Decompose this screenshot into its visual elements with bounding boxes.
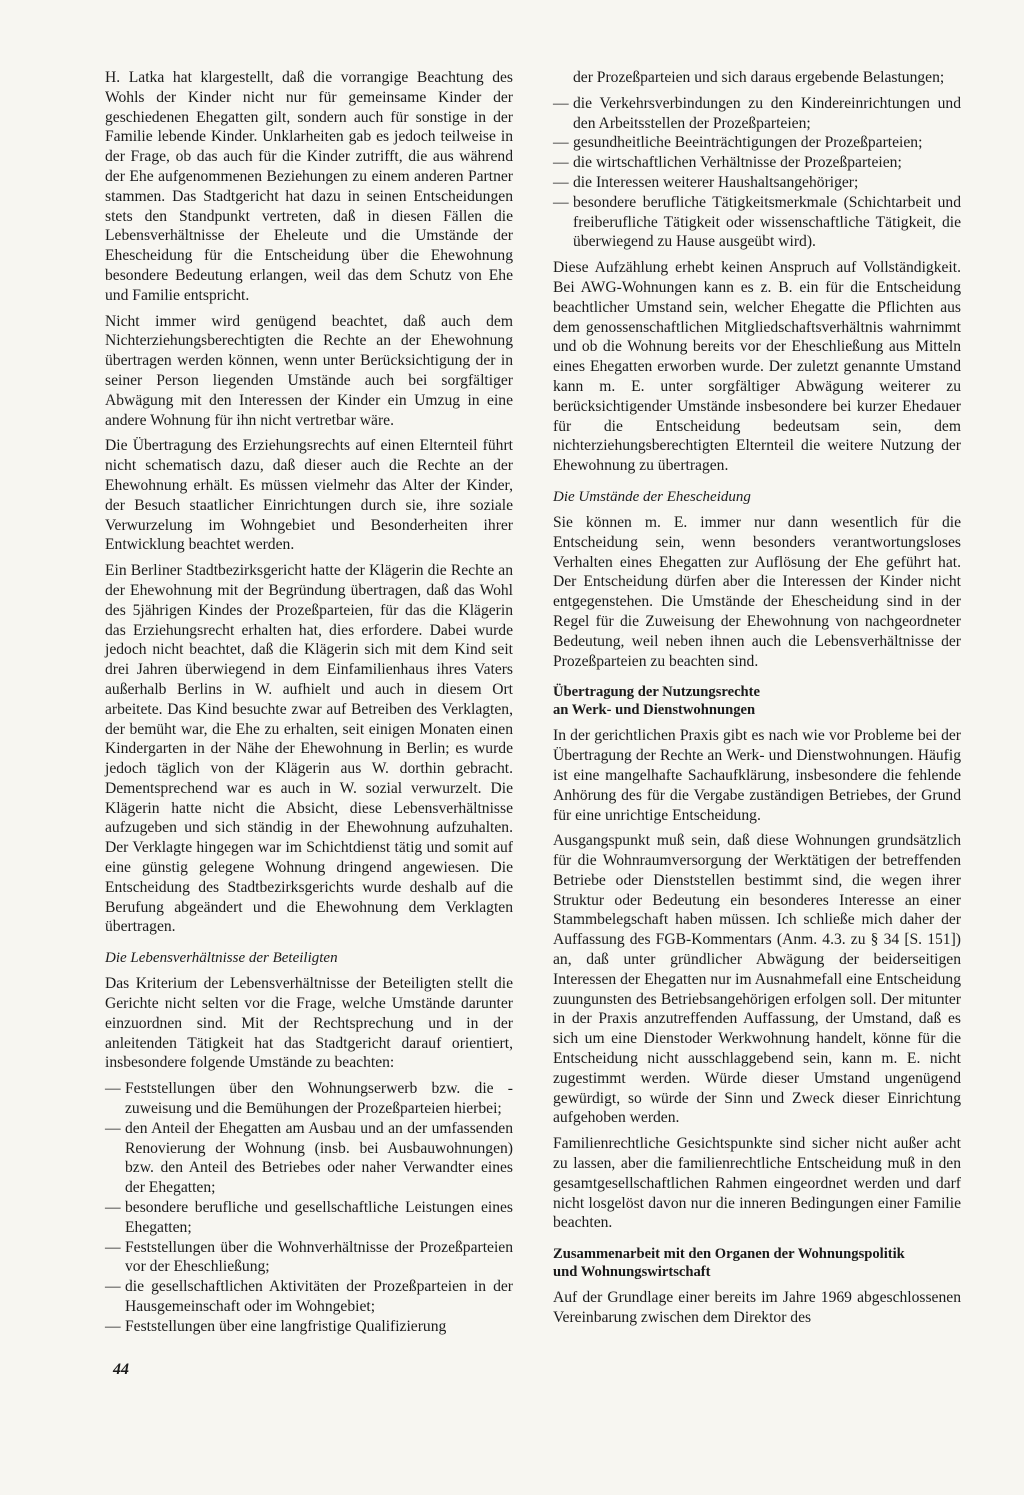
heading-line: Übertragung der Nutzungsrechte bbox=[553, 684, 760, 701]
paragraph: Nicht immer wird genügend beachtet, daß auch dem Nichterziehungsberechtigten die Rechte an der Ehewohnung übertragen werden können, wenn unter Berücksichtigung der in seiner Person liegenden Umstände auch bei sorgfältiger Abwägung mit den Interessen der Kinder ein Umzug in eine andere Wohnung für ihn nicht vertretbar wäre. bbox=[105, 312, 513, 429]
list-item: — besondere berufliche Tätigkeitsmerkmale (Schichtarbeit und freiberufliche Tätigkeit oder wissenschaftliche Tätigkeit, die überwiegend zu Hause ausgeübt wird). bbox=[553, 193, 961, 252]
page-number: 44 bbox=[113, 1361, 129, 1378]
paragraph: Auf der Grundlage einer bereits im Jahre 1969 abgeschlossenen Vereinbarung zwischen dem Direktor des bbox=[553, 1289, 961, 1327]
criteria-list-continued bbox=[553, 94, 961, 252]
paragraph: In der gerichtlichen Praxis gibt es nach wie vor Probleme bei der Übertragung der Rechte an Werk- und Dienstwohnungen. Häufig ist eine mangelhafte Sachaufklärung, insbesondere die fehlende Anhörung des für die Vergabe zuständigen Betriebes, der Grund für eine unrichtige Entscheidung. bbox=[553, 727, 961, 824]
section-heading-bold bbox=[553, 1245, 961, 1281]
list-item: — die Verkehrsverbindungen zu den Kindereinrichtungen und den Arbeitsstellen der Prozeßparteien; bbox=[553, 94, 961, 134]
left-column bbox=[105, 68, 513, 1343]
heading-line: an Werk- und Dienstwohnungen bbox=[553, 702, 756, 719]
heading-line: und Wohnungswirtschaft bbox=[553, 1264, 711, 1281]
list-item: — die wirtschaftlichen Verhältnisse der Prozeßparteien; bbox=[553, 153, 961, 173]
list-continuation: der Prozeßparteien und sich daraus ergebende Belastungen; bbox=[573, 69, 945, 86]
paragraph: H. Latka hat klargestellt, daß die vorrangige Beachtung des Wohls der Kinder nicht nur für gemeinsame Kinder der geschiedenen Ehegatten gilt, sondern auch für sonstige in der Familie lebende Kinder. Unklarheiten gab es jedoch teilweise in der Frage, ob das auch für die Kinder zutrifft, die aus während der Ehe aufgenommenen Beziehungen zu einem anderen Partner stammen. Das Stadtgericht hat dazu in seinen Entscheidungen stets den Standpunkt vertreten, daß in diesen Fällen die Lebensverhältnisse der Eheleute und die Umstände der Ehescheidung für die Entscheidung über die Ehewohnung besondere Bedeutung erlangen, weil das dem Schutz von Ehe und Familie entspricht. bbox=[105, 69, 513, 304]
list-item: — Feststellungen über den Wohnungserwerb bzw. die -zuweisung und die Bemühungen der Prozeßparteien hierbei; bbox=[105, 1079, 513, 1119]
list-item: — gesundheitliche Beeinträchtigungen der Prozeßparteien; bbox=[553, 133, 961, 153]
paragraph: Ein Berliner Stadtbezirksgericht hatte der Klägerin die Rechte an der Ehewohnung mit der Begründung übertragen, daß das Wohl des 5jährigen Kindes der Prozeßparteien, für das die Klägerin das Erziehungsrecht erhalten hat, dies erfordere. Dabei wurde jedoch nicht beachtet, daß die Klägerin sich mit dem Kind seit drei Jahren überwiegend in dem Einfamilienhaus ihres Vaters außerhalb Berlins in W. aufhielt und auch in diesem Ort arbeitete. Das Kind besuchte zwar auf Betreiben des Verklagten, der bemüht war, die Ehe zu erhalten, seit einigen Monaten einen Kindergarten in der Nähe der Ehewohnung in Berlin; es wurde jedoch täglich von der Klägerin aus W. dorthin gebracht. Dementsprechend war es auch in W. sozial verwurzelt. Die Klägerin hatte nicht die Absicht, diese Lebensverhältnisse aufzugeben und sich ständig in der Ehewohnung aufzuhalten. Der Verklagte hingegen war im Schichtdienst tätig und somit auf eine günstig gelegene Wohnung dringend angewiesen. Die Entscheidung des Stadtbezirksgerichts wurde deshalb auf die Berufung abgeändert und die Ehewohnung dem Verklagten übertragen. bbox=[105, 562, 513, 936]
paragraph: Sie können m. E. immer nur dann wesentlich für die Entscheidung sein, wenn besonders verantwortungsloses Verhalten eines Ehegatten zur Auflösung der Ehe geführt hat. Der Entscheidung dürfen aber die Interessen der Kinder nicht entgegenstehen. Die Umstände der Ehescheidung sind in der Regel für die Zuweisung der Ehewohnung von nachgeordneter Bedeutung, weil neben ihnen auch die Lebensverhältnisse der Prozeßparteien zu beachten sind. bbox=[553, 513, 961, 670]
list-item: — die Interessen weiterer Haushaltsangehöriger; bbox=[553, 173, 961, 193]
section-heading-bold bbox=[553, 683, 961, 719]
criteria-list bbox=[105, 1079, 513, 1336]
right-column bbox=[553, 68, 961, 1334]
paragraph: Familienrechtliche Gesichtspunkte sind sicher nicht außer acht zu lassen, aber die familienrechtliche Entscheidung muß in den gesamtgesellschaftlichen Rahmen eingeordnet werden und darf nicht losgelöst davon nur die inneren Bedingungen einer Familie beachten. bbox=[553, 1135, 961, 1232]
list-item: — die gesellschaftlichen Aktivitäten der Prozeßparteien in der Hausgemeinschaft oder im Wohngebiet; bbox=[105, 1277, 513, 1317]
list-item: — besondere berufliche und gesellschaftliche Leistungen eines Ehegatten; bbox=[105, 1198, 513, 1238]
paragraph: Ausgangspunkt muß sein, daß diese Wohnungen grundsätzlich für die Wohnraumversorgung der Werktätigen der betreffenden Betriebe oder Dienststellen bestimmt sind, die wegen ihrer Struktur oder Bedeutung ein besonderes Interesse an einer Stammbelegschaft haben müssen. Ich schließe mich daher der Auffassung des FGB-Kommentars (Anm. 4.3. zu § 34 [S. 151]) an, daß unter gründlicher Abwägung der beiderseitigen Interessen der Ehegatten nur im Ausnahmefall eine Entscheidung zuungunsten des Betriebsangehörigen erfolgen soll. Der mitunter in der Praxis anzutreffenden Auffassung, der Umstand, daß es sich um eine Dienstoder Werkwohnung handelt, könne für die Entscheidung nicht ausschlaggebend sein, kann m. E. nicht zugestimmt werden. Würde dieser Umstand ungenügend gewürdigt, so würde der Sinn und Zweck dieser Einrichtung aufgehoben werden. bbox=[553, 832, 961, 1127]
section-heading: Die Lebensverhältnisse der Beteiligten bbox=[105, 950, 338, 967]
paragraph: Die Übertragung des Erziehungsrechts auf einen Elternteil führt nicht schematisch dazu, daß dieser auch die Rechte an der Ehewohnung erhält. Es müssen vielmehr das Alter der Kinder, der Besuch staatlicher Einrichtungen durch sie, ihre soziale Verwurzelung im Wohngebiet und Besonderheiten ihrer Entwicklung beachtet werden. bbox=[105, 437, 513, 554]
paragraph: Das Kriterium der Lebensverhältnisse der Beteiligten stellt die Gerichte nicht selten vor die Frage, welche Umstände darunter einzuordnen sind. Mit der Rechtsprechung und in der anleitenden Tätigkeit hat das Stadtgericht darauf orientiert, insbesondere folgende Umstände zu beachten: bbox=[105, 975, 513, 1072]
list-item: — Feststellungen über eine langfristige Qualifizierung bbox=[105, 1317, 513, 1337]
list-item: — den Anteil der Ehegatten am Ausbau und an der umfassenden Renovierung der Wohnung (insb. bei Ausbauwohnungen) bzw. den Anteil des Betriebes oder naher Verwandter eines der Ehegatten; bbox=[105, 1119, 513, 1198]
heading-line: Zusammenarbeit mit den Organen der Wohnungspolitik bbox=[553, 1246, 905, 1263]
paragraph: Diese Aufzählung erhebt keinen Anspruch auf Vollständigkeit. Bei AWG-Wohnungen kann es z. B. ein für die Entscheidung beachtlicher Umstand sein, welcher Ehegatte die Pflichten aus dem genossenschaftlichen Mitgliedschaftsverhältnis wahrnimmt und ob die Wohnung bereits vor der Eheschließung aus Mitteln eines Ehegatten erworben wurde. Der zuletzt genannte Umstand kann m. E. unter sorgfältiger Abwägung weiterer zu berücksichtigender Umstände insbesondere bei kurzer Ehedauer für die Entscheidung bedeutsam sein, dem nichterziehungsberechtigten Elternteil die weitere Nutzung der Ehewohnung zu übertragen. bbox=[553, 259, 961, 475]
section-heading: Die Umstände der Ehescheidung bbox=[553, 488, 751, 505]
list-item: — Feststellungen über die Wohnverhältnisse der Prozeßparteien vor der Eheschließung; bbox=[105, 1238, 513, 1278]
